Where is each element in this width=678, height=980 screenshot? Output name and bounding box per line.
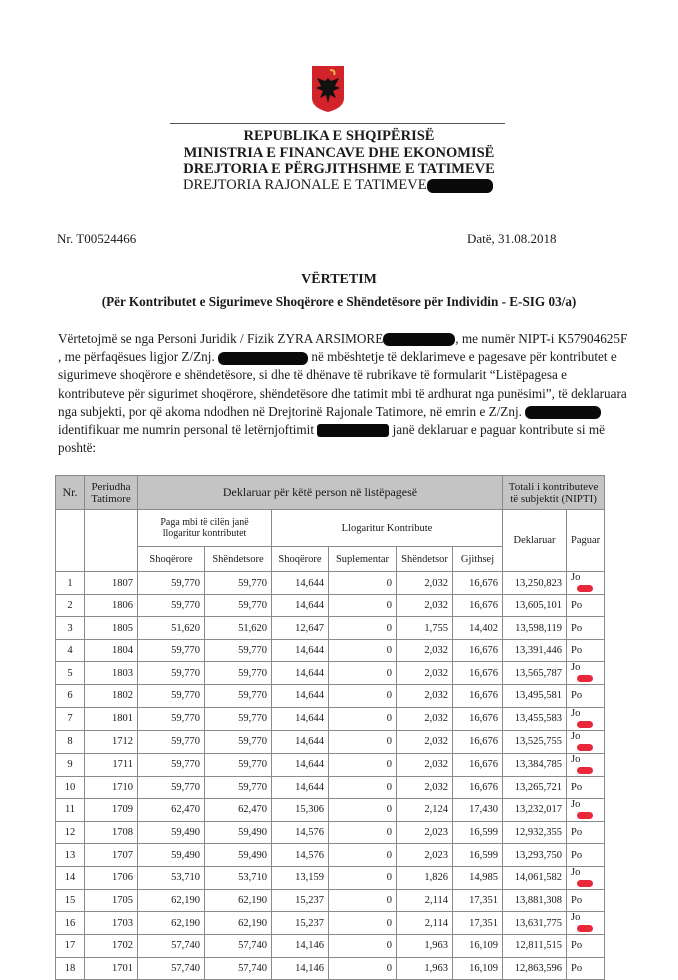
cell-period: 1801	[85, 707, 138, 730]
cell-declared: 13,598,119	[503, 617, 567, 639]
cell-soc: 14,576	[272, 844, 329, 866]
cell-nr: 18	[56, 957, 85, 979]
cell-total: 16,676	[453, 595, 503, 617]
cell-soc: 13,159	[272, 866, 329, 889]
cell-health: 2,032	[397, 730, 453, 753]
cell-health: 2,032	[397, 685, 453, 707]
cell-nr: 9	[56, 753, 85, 776]
cell-supp: 0	[329, 730, 397, 753]
cell-soc: 14,146	[272, 935, 329, 957]
cell-wage-soc: 59,770	[138, 685, 205, 707]
cell-supp: 0	[329, 798, 397, 821]
cell-declared: 13,293,750	[503, 844, 567, 866]
cell-wage-health: 59,490	[205, 821, 272, 843]
cell-declared: 12,932,355	[503, 821, 567, 843]
cell-declared: 13,391,446	[503, 639, 567, 661]
cell-period: 1807	[85, 572, 138, 595]
cell-wage-health: 62,190	[205, 889, 272, 911]
certification-paragraph: Vërtetojmë se nga Personi Juridik / Fizik ZYRA ARSIMORE , me numër NIPT-i K57904625F , me përfaqësues ligjor Z/Znj. në mbështetje të deklarimeve e pagesave për kontributet e sigurimeve shoqërore e shëndetësore, si dhe të dhënave të rubrikave të formularit “Listëpagesa e kontributeve për sigurimet shoqërore, shëndetësore dhe tatimit mbi të ardhurat nga punësimi”, të deklaruara nga subjekti, por që akoma ndodhen në Drejtorinë Rajonale Tatimore, në emrin e Z/Znj. identifikuar me numrin personal të letërnjoftimit janë deklaruar e paguar kontribute si më poshtë:	[58, 331, 628, 456]
cell-wage-soc: 59,770	[138, 776, 205, 798]
coat-of-arms-icon	[310, 64, 346, 114]
cell-soc: 14,644	[272, 685, 329, 707]
cell-wage-health: 59,770	[205, 639, 272, 661]
cell-paid: Jo	[567, 730, 605, 753]
cell-paid: Po	[567, 935, 605, 957]
cell-nr: 13	[56, 844, 85, 866]
table-row	[56, 685, 605, 707]
header-line-3: DREJTORIA E PËRGJITHSHME E TATIMEVE	[183, 161, 495, 177]
cell-paid: Jo	[567, 866, 605, 889]
cell-paid: Jo	[567, 798, 605, 821]
cell-declared: 13,384,785	[503, 753, 567, 776]
cell-declared: 13,881,308	[503, 889, 567, 911]
cell-total: 16,599	[453, 844, 503, 866]
cell-period: 1803	[85, 662, 138, 685]
table-row	[56, 912, 605, 935]
cell-health: 2,114	[397, 889, 453, 911]
cell-supp: 0	[329, 844, 397, 866]
table-row	[56, 821, 605, 843]
cell-nr: 7	[56, 707, 85, 730]
cell-health: 2,032	[397, 776, 453, 798]
cell-soc: 14,644	[272, 572, 329, 595]
col-declared-group: Deklaruar për këtë person në listëpagesë	[138, 476, 503, 510]
cell-soc: 14,644	[272, 776, 329, 798]
redaction	[218, 352, 308, 365]
document-number: Nr. T00524466	[57, 231, 137, 246]
cell-wage-health: 53,710	[205, 866, 272, 889]
contributions-table	[55, 475, 605, 980]
cell-soc: 14,644	[272, 662, 329, 685]
cell-wage-health: 59,770	[205, 707, 272, 730]
col-deklaruar: Deklaruar	[503, 510, 567, 572]
cell-nr: 8	[56, 730, 85, 753]
cell-declared: 13,605,101	[503, 595, 567, 617]
cell-supp: 0	[329, 662, 397, 685]
cell-supp: 0	[329, 617, 397, 639]
red-marker-icon	[577, 812, 593, 819]
cell-period: 1805	[85, 617, 138, 639]
cell-paid: Jo	[567, 572, 605, 595]
document-title: VËRTETIM	[301, 272, 377, 287]
cell-paid: Jo	[567, 753, 605, 776]
cell-soc: 14,644	[272, 730, 329, 753]
table-row	[56, 776, 605, 798]
cell-declared: 13,525,755	[503, 730, 567, 753]
cell-nr: 14	[56, 866, 85, 889]
cell-paid: Po	[567, 957, 605, 979]
cell-nr: 6	[56, 685, 85, 707]
cell-period: 1709	[85, 798, 138, 821]
cell-period: 1707	[85, 844, 138, 866]
cell-period: 1710	[85, 776, 138, 798]
cell-period: 1802	[85, 685, 138, 707]
cell-health: 2,114	[397, 912, 453, 935]
cell-supp: 0	[329, 866, 397, 889]
cell-total: 16,109	[453, 957, 503, 979]
cell-total: 17,351	[453, 889, 503, 911]
table-row	[56, 866, 605, 889]
red-marker-icon	[577, 744, 593, 751]
col-total-group: Totali i kontributeve të subjektit (NIPTI)	[503, 476, 605, 510]
cell-wage-soc: 59,770	[138, 595, 205, 617]
cell-soc: 14,644	[272, 753, 329, 776]
cell-declared: 13,250,823	[503, 572, 567, 595]
table-row	[56, 730, 605, 753]
red-marker-icon	[577, 767, 593, 774]
cell-total: 17,351	[453, 912, 503, 935]
cell-wage-health: 59,770	[205, 662, 272, 685]
cell-wage-soc: 62,470	[138, 798, 205, 821]
cell-period: 1701	[85, 957, 138, 979]
cell-health: 1,963	[397, 935, 453, 957]
col-paguar: Paguar	[567, 510, 605, 572]
cell-nr: 5	[56, 662, 85, 685]
cell-wage-soc: 59,770	[138, 639, 205, 661]
cell-period: 1702	[85, 935, 138, 957]
cell-declared: 13,565,787	[503, 662, 567, 685]
cell-total: 16,676	[453, 572, 503, 595]
cell-period: 1703	[85, 912, 138, 935]
cell-nr: 16	[56, 912, 85, 935]
cell-health: 2,124	[397, 798, 453, 821]
cell-supp: 0	[329, 639, 397, 661]
cell-soc: 14,146	[272, 957, 329, 979]
cell-period: 1712	[85, 730, 138, 753]
table-row	[56, 753, 605, 776]
cell-soc: 14,576	[272, 821, 329, 843]
cell-period: 1806	[85, 595, 138, 617]
cell-total: 16,676	[453, 662, 503, 685]
cell-wage-soc: 57,740	[138, 957, 205, 979]
col-wage-group: Paga mbi të cilën janë llogaritur kontributet	[138, 510, 272, 547]
col-soc: Shoqërore	[272, 547, 329, 572]
cell-paid: Jo	[567, 662, 605, 685]
cell-soc: 12,647	[272, 617, 329, 639]
cell-wage-health: 59,770	[205, 595, 272, 617]
red-marker-icon	[577, 880, 593, 887]
cell-health: 1,963	[397, 957, 453, 979]
cell-paid: Po	[567, 685, 605, 707]
col-total: Gjithsej	[453, 547, 503, 572]
cell-wage-health: 57,740	[205, 935, 272, 957]
cell-wage-soc: 59,490	[138, 844, 205, 866]
cell-wage-soc: 59,770	[138, 707, 205, 730]
cell-soc: 15,237	[272, 912, 329, 935]
redaction	[525, 406, 601, 419]
cell-declared: 13,631,775	[503, 912, 567, 935]
cell-wage-health: 59,770	[205, 776, 272, 798]
cell-health: 2,032	[397, 639, 453, 661]
cell-declared: 12,811,515	[503, 935, 567, 957]
cell-wage-health: 62,190	[205, 912, 272, 935]
cell-paid: Po	[567, 889, 605, 911]
cell-supp: 0	[329, 753, 397, 776]
cell-health: 1,826	[397, 866, 453, 889]
cell-paid: Po	[567, 639, 605, 661]
cell-nr: 1	[56, 572, 85, 595]
cell-supp: 0	[329, 685, 397, 707]
table-row	[56, 889, 605, 911]
header-line-1: REPUBLIKA E SHQIPËRISË	[243, 128, 435, 144]
cell-period: 1706	[85, 866, 138, 889]
cell-wage-health: 51,620	[205, 617, 272, 639]
cell-paid: Po	[567, 776, 605, 798]
header-divider	[170, 123, 505, 124]
cell-wage-health: 59,770	[205, 572, 272, 595]
cell-nr: 4	[56, 639, 85, 661]
cell-soc: 14,644	[272, 707, 329, 730]
red-marker-icon	[577, 721, 593, 728]
red-marker-icon	[577, 675, 593, 682]
cell-wage-soc: 59,770	[138, 572, 205, 595]
col-nr: Nr.	[56, 476, 85, 510]
cell-total: 17,430	[453, 798, 503, 821]
cell-wage-soc: 51,620	[138, 617, 205, 639]
cell-period: 1804	[85, 639, 138, 661]
table-row	[56, 957, 605, 979]
table-row	[56, 798, 605, 821]
cell-total: 14,402	[453, 617, 503, 639]
table-row	[56, 707, 605, 730]
cell-paid: Po	[567, 595, 605, 617]
redaction	[317, 424, 389, 437]
cell-total: 16,599	[453, 821, 503, 843]
cell-declared: 12,863,596	[503, 957, 567, 979]
cell-paid: Jo	[567, 707, 605, 730]
col-wage-health: Shëndetsore	[205, 547, 272, 572]
cell-period: 1711	[85, 753, 138, 776]
cell-total: 16,676	[453, 730, 503, 753]
cell-nr: 11	[56, 798, 85, 821]
header-line-2: MINISTRIA E FINANCAVE DHE EKONOMISË	[183, 145, 495, 161]
cell-declared: 14,061,582	[503, 866, 567, 889]
cell-wage-soc: 53,710	[138, 866, 205, 889]
cell-total: 16,109	[453, 935, 503, 957]
cell-health: 2,023	[397, 821, 453, 843]
cell-total: 14,985	[453, 866, 503, 889]
cell-wage-health: 57,740	[205, 957, 272, 979]
red-marker-icon	[577, 925, 593, 932]
table-row	[56, 617, 605, 639]
col-health: Shëndetsor	[397, 547, 453, 572]
cell-wage-soc: 59,770	[138, 662, 205, 685]
header-line-4: DREJTORIA RAJONALE E TATIMEVE	[183, 177, 493, 194]
cell-nr: 2	[56, 595, 85, 617]
cell-health: 2,032	[397, 572, 453, 595]
cell-declared: 13,232,017	[503, 798, 567, 821]
cell-total: 16,676	[453, 639, 503, 661]
cell-health: 2,032	[397, 595, 453, 617]
cell-wage-soc: 62,190	[138, 912, 205, 935]
col-supp: Suplementar	[329, 547, 397, 572]
cell-supp: 0	[329, 912, 397, 935]
redaction	[427, 179, 493, 193]
cell-nr: 15	[56, 889, 85, 911]
cell-wage-health: 59,770	[205, 685, 272, 707]
cell-nr: 10	[56, 776, 85, 798]
cell-wage-soc: 59,490	[138, 821, 205, 843]
redaction	[383, 333, 455, 346]
cell-total: 16,676	[453, 776, 503, 798]
cell-health: 2,032	[397, 707, 453, 730]
cell-soc: 14,644	[272, 595, 329, 617]
cell-supp: 0	[329, 935, 397, 957]
col-calc-group: Llogaritur Kontribute	[272, 510, 503, 547]
empty-cell	[85, 510, 138, 572]
cell-declared: 13,455,583	[503, 707, 567, 730]
cell-wage-soc: 62,190	[138, 889, 205, 911]
table-row	[56, 844, 605, 866]
table-row	[56, 572, 605, 595]
cell-supp: 0	[329, 595, 397, 617]
cell-supp: 0	[329, 957, 397, 979]
cell-nr: 12	[56, 821, 85, 843]
cell-total: 16,676	[453, 753, 503, 776]
cell-wage-soc: 59,770	[138, 730, 205, 753]
cell-wage-health: 59,770	[205, 730, 272, 753]
cell-wage-health: 62,470	[205, 798, 272, 821]
cell-paid: Po	[567, 617, 605, 639]
cell-health: 1,755	[397, 617, 453, 639]
cell-declared: 13,265,721	[503, 776, 567, 798]
cell-period: 1708	[85, 821, 138, 843]
table-row	[56, 595, 605, 617]
cell-health: 2,032	[397, 662, 453, 685]
cell-soc: 15,306	[272, 798, 329, 821]
cell-paid: Po	[567, 844, 605, 866]
cell-health: 2,032	[397, 753, 453, 776]
cell-supp: 0	[329, 776, 397, 798]
document-date: Datë, 31.08.2018	[467, 231, 557, 246]
cell-supp: 0	[329, 707, 397, 730]
cell-wage-soc: 59,770	[138, 753, 205, 776]
cell-health: 2,023	[397, 844, 453, 866]
cell-supp: 0	[329, 889, 397, 911]
cell-soc: 15,237	[272, 889, 329, 911]
cell-nr: 3	[56, 617, 85, 639]
cell-wage-health: 59,490	[205, 844, 272, 866]
red-marker-icon	[577, 585, 593, 592]
table-row	[56, 935, 605, 957]
col-wage-soc: Shoqërore	[138, 547, 205, 572]
table-row	[56, 662, 605, 685]
cell-period: 1705	[85, 889, 138, 911]
cell-nr: 17	[56, 935, 85, 957]
cell-soc: 14,644	[272, 639, 329, 661]
document-subtitle: (Për Kontributet e Sigurimeve Shoqërore e Shëndetësore për Individin - E-SIG 03/a)	[101, 294, 577, 309]
cell-declared: 13,495,581	[503, 685, 567, 707]
cell-wage-health: 59,770	[205, 753, 272, 776]
cell-wage-soc: 57,740	[138, 935, 205, 957]
cell-total: 16,676	[453, 685, 503, 707]
cell-paid: Jo	[567, 912, 605, 935]
cell-paid: Po	[567, 821, 605, 843]
cell-supp: 0	[329, 821, 397, 843]
cell-supp: 0	[329, 572, 397, 595]
cell-total: 16,676	[453, 707, 503, 730]
col-period: Periudha Tatimore	[85, 476, 138, 510]
empty-cell	[56, 510, 85, 572]
table-row	[56, 639, 605, 661]
